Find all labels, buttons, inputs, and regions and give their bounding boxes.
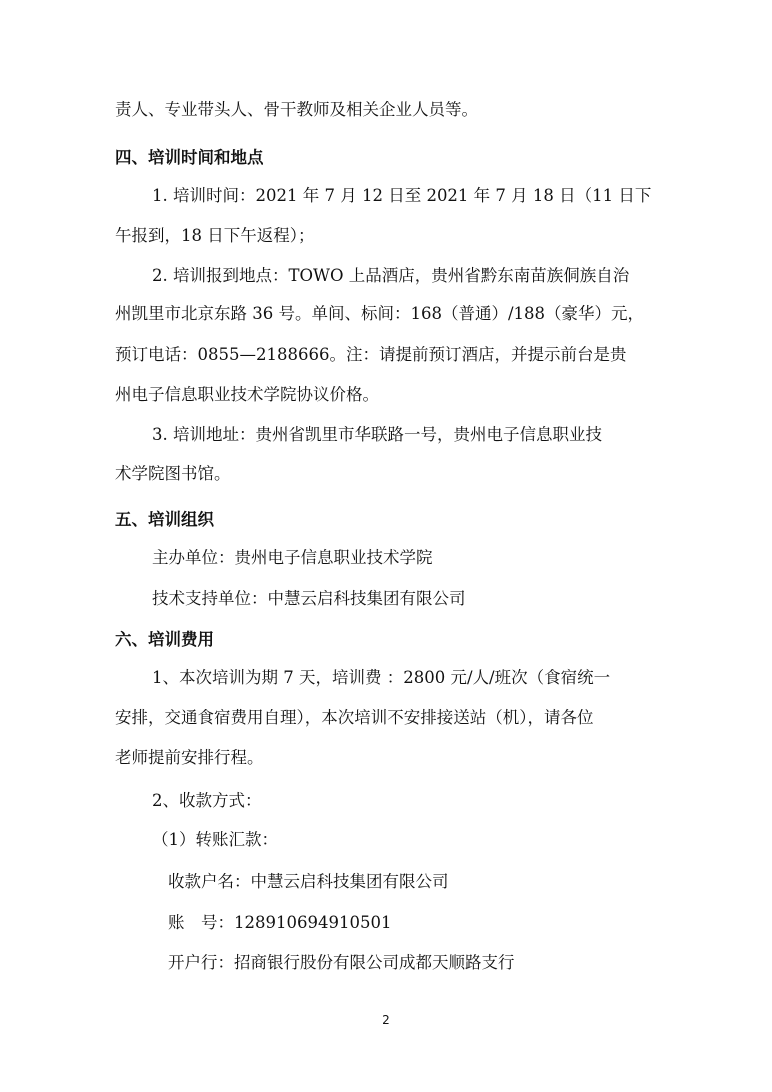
paragraph-line: 州电子信息职业技术学院协议价格。 (115, 385, 379, 404)
paragraph-line: 1. 培训时间：2021 年 7 月 12 日至 2021 年 7 月 18 日（11 日下 (152, 186, 652, 205)
paragraph-line: 2. 培训报到地点：TOWO 上品酒店，贵州省黔东南苗族侗族自治 (152, 266, 630, 285)
paragraph-line: 1、本次培训为期 7 天，培训费 ：2800 元/人/班次（食宿统一 (152, 668, 611, 687)
paragraph-line: 收款户名：中慧云启科技集团有限公司 (168, 872, 449, 891)
paragraph-line: 术学院图书馆。 (115, 464, 231, 483)
paragraph-line: 责人、专业带头人、骨干教师及相关企业人员等。 (115, 100, 478, 119)
section-heading-training-time-location: 四、培训时间和地点 (115, 148, 264, 167)
paragraph-line: 技术支持单位：中慧云启科技集团有限公司 (152, 589, 466, 608)
paragraph-line: 预订电话：0855—2188666。注：请提前预订酒店，并提示前台是贵 (115, 345, 627, 364)
paragraph-line: 州凯里市北京东路 36 号。单间、标间：168（普通）/188（豪华）元， (115, 304, 645, 323)
paragraph-line: 主办单位：贵州电子信息职业技术学院 (152, 548, 433, 567)
paragraph-line: 安排，交通食宿费用自理），本次培训不安排接送站（机），请各位 (115, 708, 594, 727)
paragraph-line: 开户行：招商银行股份有限公司成都天顺路支行 (168, 953, 515, 972)
paragraph-line: （1）转账汇款： (152, 830, 278, 849)
paragraph-line: 午报到，18 日下午返程）； (115, 226, 315, 245)
section-heading-training-organization: 五、培训组织 (115, 510, 214, 529)
paragraph-line: 2、收款方式： (152, 791, 262, 810)
paragraph-line: 老师提前安排行程。 (115, 748, 264, 767)
paragraph-line: 账 号：128910694910501 (168, 913, 392, 932)
paragraph-line: 3. 培训地址：贵州省凯里市华联路一号，贵州电子信息职业技 (152, 425, 602, 444)
page-number: 2 (382, 1013, 390, 1027)
section-heading-training-fees: 六、培训费用 (115, 630, 214, 649)
